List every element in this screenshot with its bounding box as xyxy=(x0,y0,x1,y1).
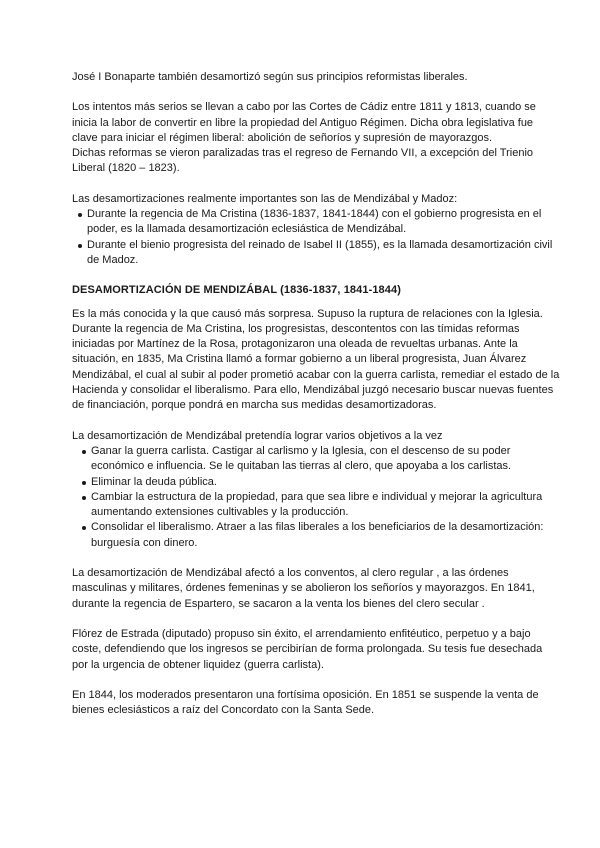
list-item: Durante la regencia de Ma Cristina (1836-1837, 1841-1844) con el gobierno progresista en el poder, es la llamada desamortización eclesiástica de Mendizábal. xyxy=(72,207,560,238)
intro-paragraph-bonaparte: José I Bonaparte también desamortizó según sus principios reformistas liberales. xyxy=(72,71,468,83)
objectives-list xyxy=(72,444,560,551)
intro-paragraph-cadiz: Los intentos más serios se llevan a cabo por las Cortes de Cádiz entre 1811 y 1813, cuando se inicia la labor de convertir en libre la propiedad del Antiguo Régimen. Dicha obra legislativa fue clave para iniciar el régimen liberal: abolición de señoríos y supresión de mayorazgos. xyxy=(72,101,536,144)
section-paragraph-objectives-lead: La desamortización de Mendizábal pretendía lograr varios objetivos a la vez xyxy=(72,429,443,442)
intro-paragraph-fernando: Dichas reformas se vieron paralizadas tras el regreso de Fernando VII, a excepción del Trienio Liberal (1820 – 1823). xyxy=(72,147,534,175)
section-paragraph-afecto: La desamortización de Mendizábal afectó a los conventos, al clero regular , a las órdenes masculinas y militares, órdenes femeninas y se abolieron los señoríos y mayorazgos. En 1841, durante la regencia de Espartero, se sacaron a la venta los bienes del clero secular . xyxy=(72,567,535,610)
section-paragraph-intro: Es la más conocida y la que causó más sorpresa. Supuso la ruptura de relaciones con la Iglesia. xyxy=(72,307,543,320)
list-item: Durante el bienio progresista del reinado de Isabel II (1855), es la llamada desamortización civil de Madoz. xyxy=(72,238,560,269)
list-item: Eliminar la deuda pública. xyxy=(72,475,560,490)
section-paragraph-1844: En 1844, los moderados presentaron una fortísima oposición. En 1851 se suspende la venta de bienes eclesiásticos a raíz del Concordato con la Santa Sede. xyxy=(72,688,539,717)
list-item: Consolidar el liberalismo. Atraer a las filas liberales a los beneficiarios de la desamortización: burguesía con dinero. xyxy=(72,520,560,551)
list-item: Cambiar la estructura de la propiedad, para que sea libre e individual y mejorar la agricultura aumentando extensiones cultivables y la producción. xyxy=(72,490,560,521)
list-item: Ganar la guerra carlista. Castigar al carlismo y la Iglesia, con el descenso de su poder económico e influencia. Se le quitaban las tierras al clero, que apoyaba a los carlistas. xyxy=(72,444,560,475)
section-heading: DESAMORTIZACIÓN DE MENDIZÁBAL (1836-1837, 1841-1844) xyxy=(72,284,401,297)
intro-list xyxy=(72,207,560,268)
section-paragraph-regencia: Durante la regencia de Ma Cristina, los progresistas, descontentos con las tímidas reformas iniciadas por Martínez de la Rosa, protagonizaron una oleada de revueltas urbanas. Ante la situación, en 1835, Ma Cristina llamó a formar gobierno a un liberal progresista, Juan Álvarez xyxy=(72,322,527,366)
section-paragraph-florez: Flórez de Estrada (diputado) propuso sin éxito, el arrendamiento enfitéutico, perpetuo y a bajo coste, defendiendo que los ingresos se percibirían de forma prolongada. Su tesis fue desechada por la urgencia de obtener liquidez (guerra carlista). xyxy=(72,627,543,671)
intro-paragraph-lead: Las desamortizaciones realmente importantes son las de Mendizábal y Madoz: xyxy=(72,192,458,205)
section-paragraph-mendizabal: Mendizábal, el cual al subir al poder prometió acabar con la guerra carlista, remediar el estado de la Hacienda y consolidar el liberalismo. Para ello, Mendizábal juzgó necesario buscar nuevas fuentes de financiación, porque pondrá en marcha sus medidas desamortizadoras. xyxy=(72,368,560,412)
